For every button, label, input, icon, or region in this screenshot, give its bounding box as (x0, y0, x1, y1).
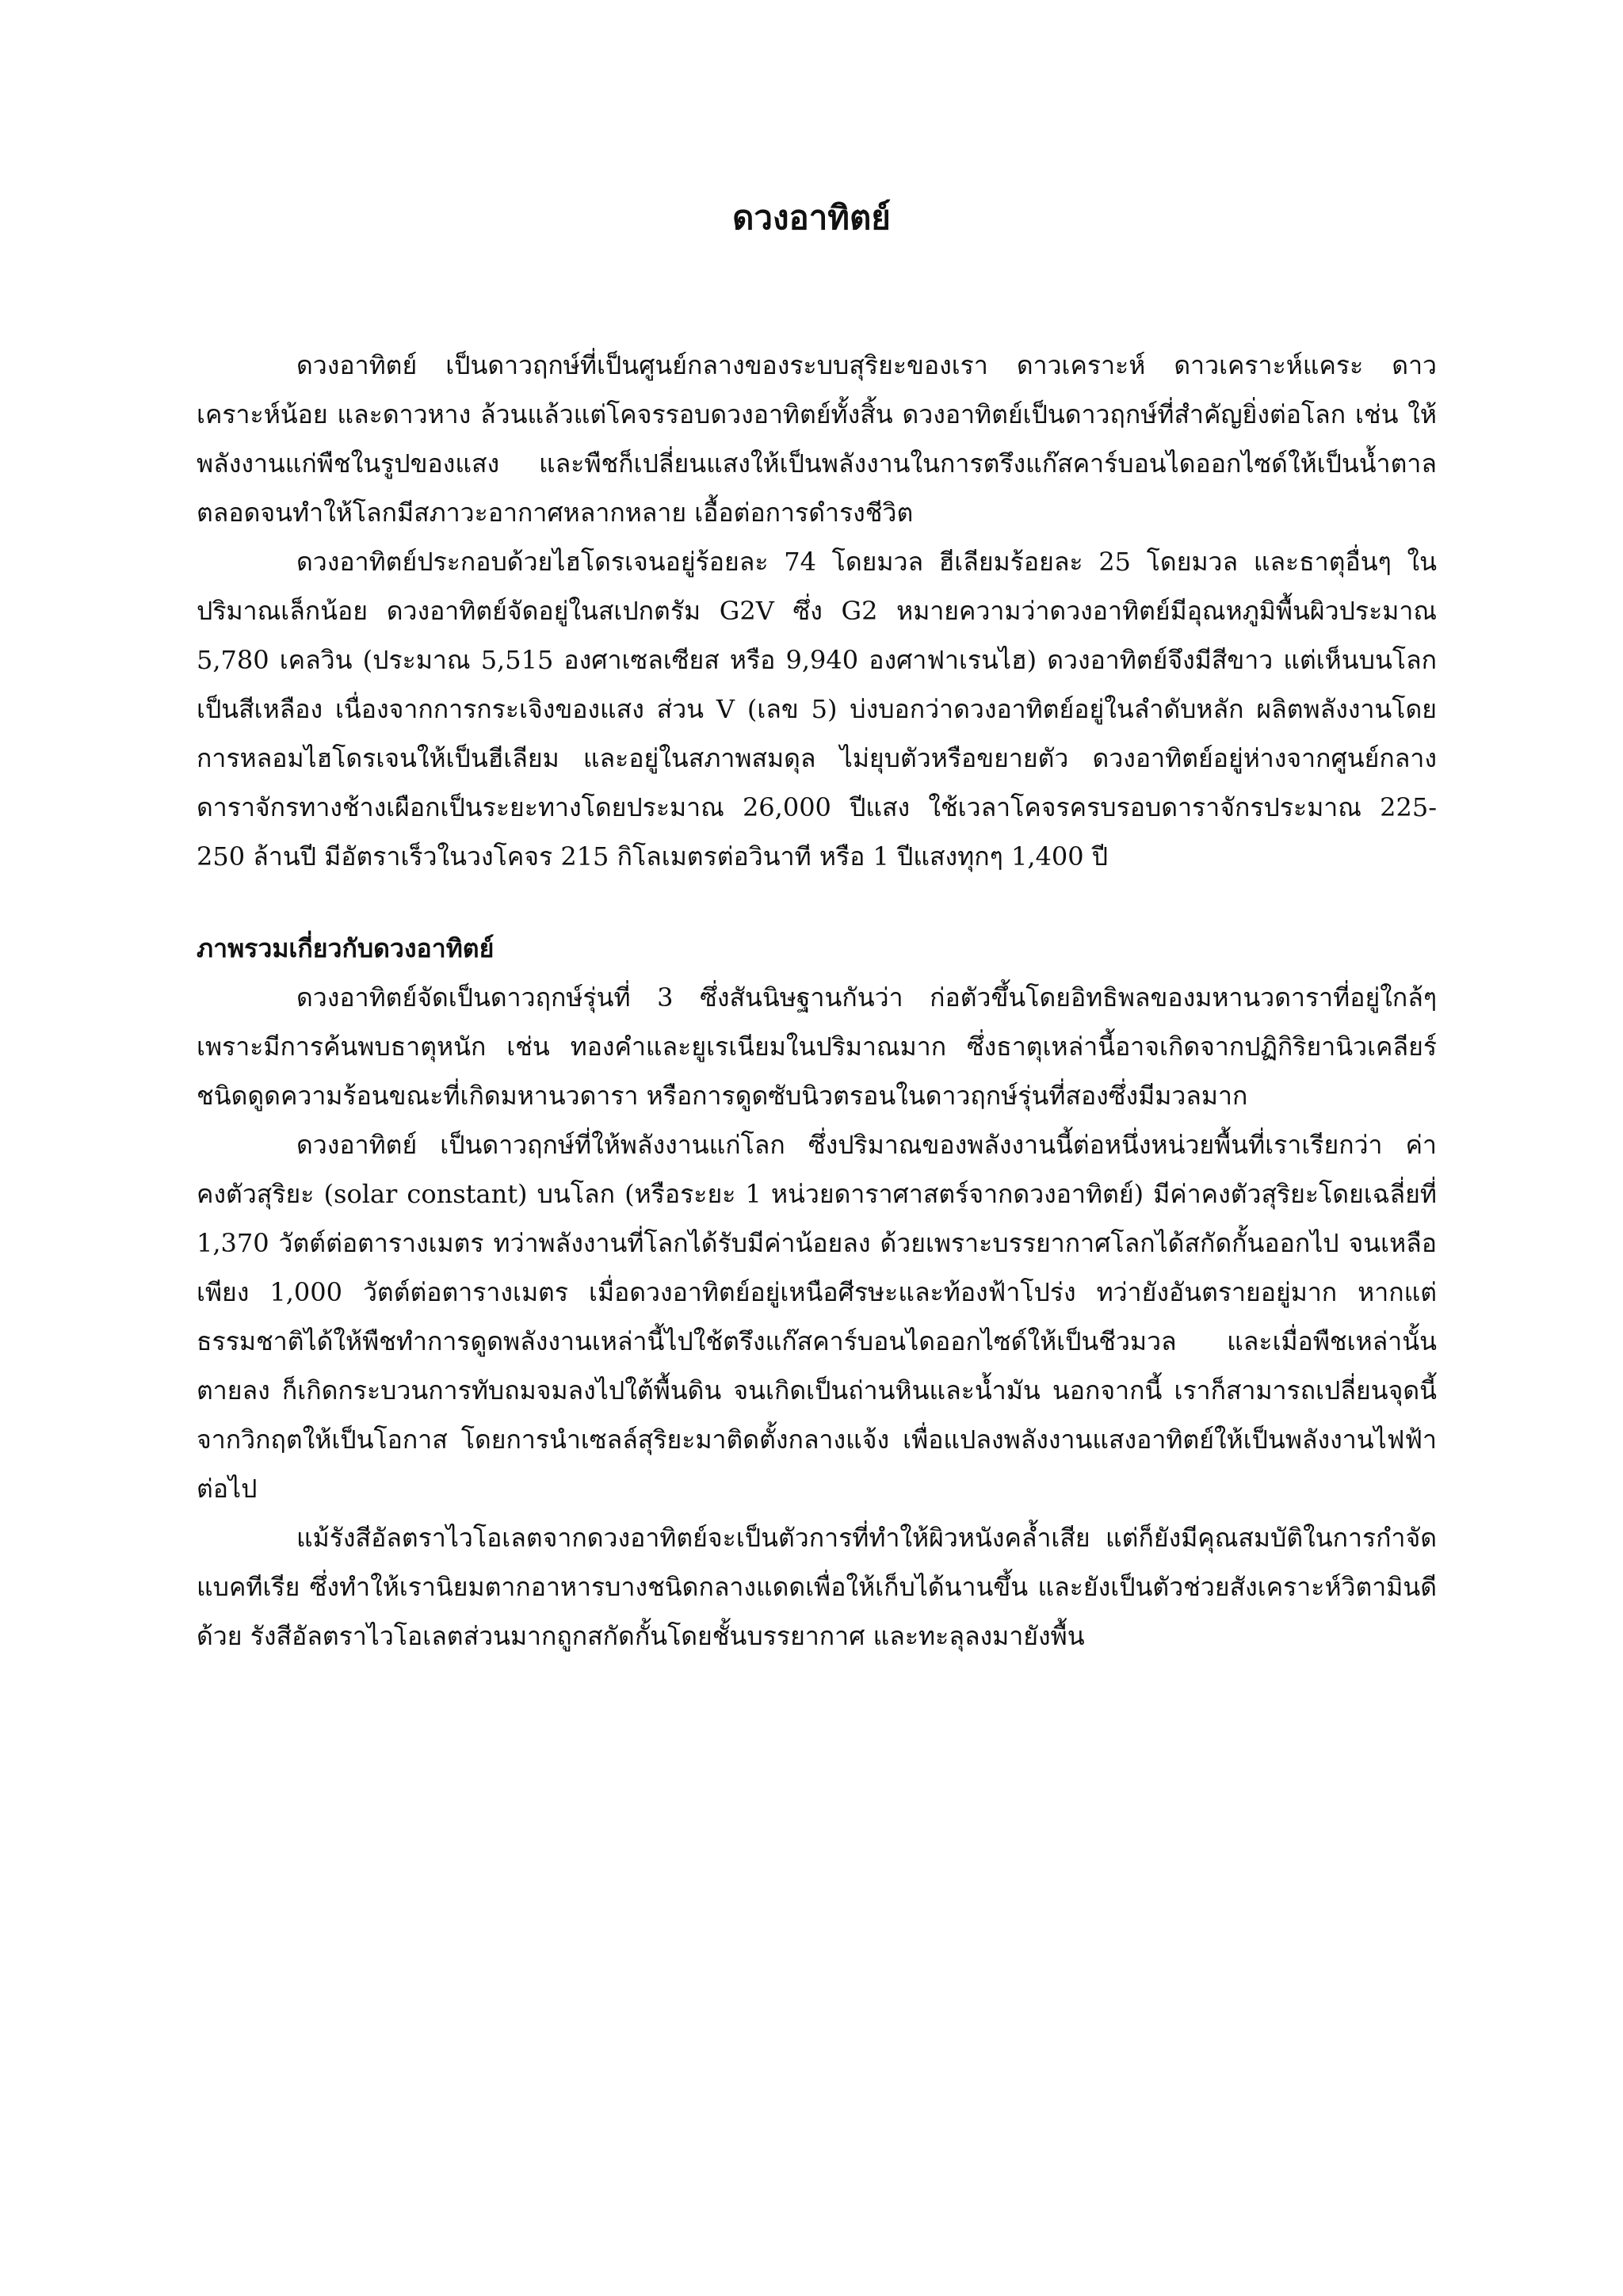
section-paragraph-2: ดวงอาทิตย์ เป็นดาวฤกษ์ที่ให้พลังงานแก่โลก ซึ่งปริมาณของพลังงานนี้ต่อหนึ่งหน่วยพื้นที่เราเรียกว่า ค่าคงตัวสุริยะ (solar constant) บนโลก (หรือระยะ 1 หน่วยดาราศาสตร์จากดวงอาทิตย์) มีค่าคงตัวสุริยะโดยเฉลี่ยที่ 1,370 วัตต์ต่อตารางเมตร ทว่าพลังงานที่โลกได้รับมีค่าน้อยลง ด้วยเพราะบรรยากาศโลกได้สกัดกั้นออกไป จนเหลือเพียง 1,000 วัตต์ต่อตารางเมตร เมื่อดวงอาทิตย์อยู่เหนือศีรษะและท้องฟ้าโปร่ง ทว่ายังอันตรายอยู่มาก หากแต่ธรรมชาติได้ให้พืชทำการดูดพลังงานเหล่านี้ไปใช้ตรึงแก๊สคาร์บอนไดออกไซด์ให้เป็นชีวมวล และเมื่อพืชเหล่านั้นตายลง ก็เกิดกระบวนการทับถมจมลงไปใต้พื้นดิน จนเกิดเป็นถ่านหินและน้ำมัน นอกจากนี้ เราก็สามารถเปลี่ยนจุดนี้จากวิกฤตให้เป็นโอกาส โดยการนำเซลล์สุริยะมาติดตั้งกลางแจ้ง เพื่อแปลงพลังงานแสงอาทิตย์ให้เป็นพลังงานไฟฟ้าต่อไป (197, 1130, 1437, 1504)
section-paragraph-3: แม้รังสีอัลตราไวโอเลตจากดวงอาทิตย์จะเป็นตัวการที่ทำให้ผิวหนังคล้ำเสีย แต่ก็ยังมีคุณสมบัติในการกำจัดแบคทีเรีย ซึ่งทำให้เรานิยมตากอาหารบางชนิดกลางแดดเพื่อให้เก็บได้นานขึ้น และยังเป็นตัวช่วยสังเคราะห์วิตามินดีด้วย รังสีอัลตราไวโอเลตส่วนมากถูกสกัดกั้นโดยชั้นบรรยากาศ และทะลุลงมายังพื้น (197, 1523, 1437, 1651)
intro-paragraph-1: ดวงอาทิตย์ เป็นดาวฤกษ์ที่เป็นศูนย์กลางของระบบสุริยะของเรา ดาวเคราะห์ ดาวเคราะห์แคระ ดาวเคราะห์น้อย และดาวหาง ล้วนแล้วแต่โคจรรอบดวงอาทิตย์ทั้งสิ้น ดวงอาทิตย์เป็นดาวฤกษ์ที่สำคัญยิ่งต่อโลก เช่น ให้พลังงานแก่พืชในรูปของแสง และพืชก็เปลี่ยนแสงให้เป็นพลังงานในการตรึงแก๊สคาร์บอนไดออกไซด์ให้เป็นน้ำตาล ตลอดจนทำให้โลกมีสภาวะอากาศหลากหลาย เอื้อต่อการดำรงชีวิต (197, 350, 1437, 528)
intro-paragraph-2: ดวงอาทิตย์ประกอบด้วยไฮโดรเจนอยู่ร้อยละ 74 โดยมวล ฮีเลียมร้อยละ 25 โดยมวล และธาตุอื่นๆ ในปริมาณเล็กน้อย ดวงอาทิตย์จัดอยู่ในสเปกตรัม G2V ซึ่ง G2 หมายความว่าดวงอาทิตย์มีอุณหภูมิพื้นผิวประมาณ 5,780 เคลวิน (ประมาณ 5,515 องศาเซลเซียส หรือ 9,940 องศาฟาเรนไฮ) ดวงอาทิตย์จึงมีสีขาว แต่เห็นบนโลกเป็นสีเหลือง เนื่องจากการกระเจิงของแสง ส่วน V (เลข 5) บ่งบอกว่าดวงอาทิตย์อยู่ในลำดับหลัก ผลิตพลังงานโดยการหลอมไฮโดรเจนให้เป็นฮีเลียม และอยู่ในสภาพสมดุล ไม่ยุบตัวหรือขยายตัว ดวงอาทิตย์อยู่ห่างจากศูนย์กลางดาราจักรทางช้างเผือกเป็นระยะทางโดยประมาณ 26,000 ปีแสง ใช้เวลาโคจรครบรอบดาราจักรประมาณ 225-250 ล้านปี มีอัตราเร็วในวงโคจร 215 กิโลเมตรต่อวินาที หรือ 1 ปีแสงทุกๆ 1,400 ปี (197, 547, 1438, 871)
section-heading: ภาพรวมเกี่ยวกับดวงอาทิตย์ (197, 933, 495, 963)
document-body (197, 341, 1437, 2258)
section-paragraph-1: ดวงอาทิตย์จัดเป็นดาวฤกษ์รุ่นที่ 3 ซึ่งสันนิษฐานกันว่า ก่อตัวขึ้นโดยอิทธิพลของมหานวดาราที่อยู่ใกล้ๆ เพราะมีการค้นพบธาตุหนัก เช่น ทองคำและยูเรเนียมในปริมาณมาก ซึ่งธาตุเหล่านี้อาจเกิดจากปฏิกิริยานิวเคลียร์ชนิดดูดความร้อนขณะที่เกิดมหานวดารา หรือการดูดซับนิวตรอนในดาวฤกษ์รุ่นที่สองซึ่งมีมวลมาก (197, 982, 1437, 1111)
page-title: ดวงอาทิตย์ (732, 198, 891, 237)
